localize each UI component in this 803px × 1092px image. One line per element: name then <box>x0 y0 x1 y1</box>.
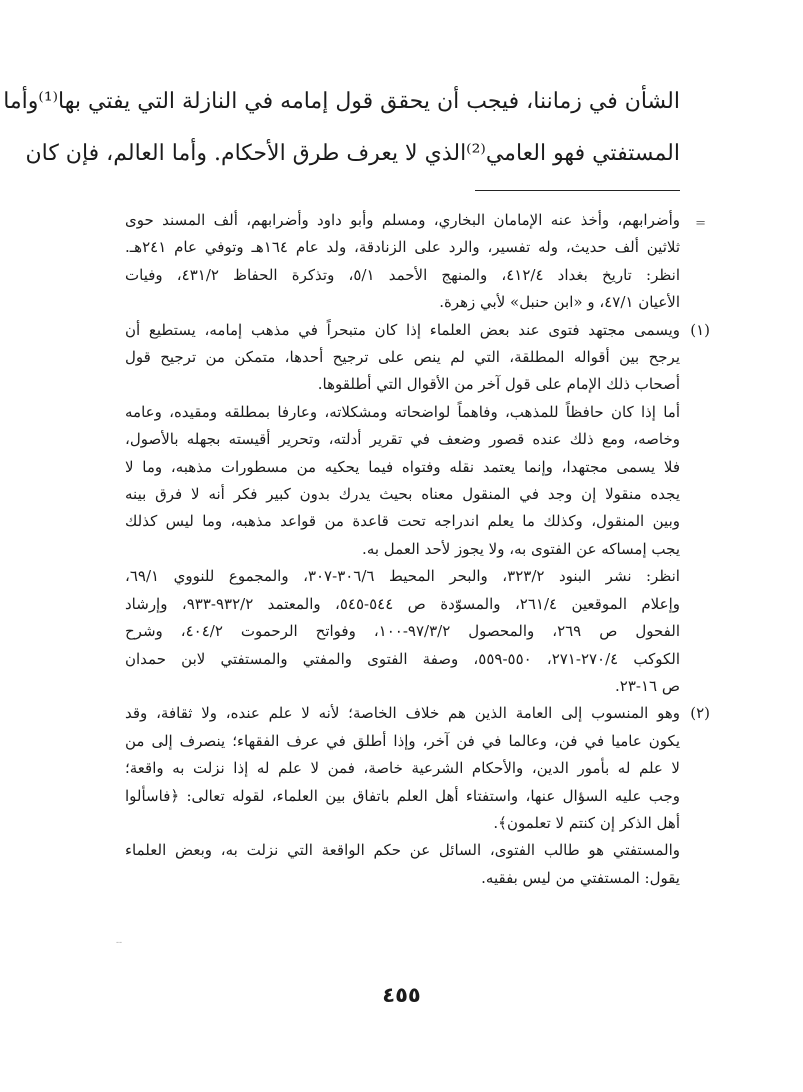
footnote-line: انظر: نشر البنود ٣٢٣/٢، والبحر المحيط ٣٠٦/٦-٣٠٧، والمجموع للنووي ٦٩/١، <box>125 567 680 586</box>
page-number: ٤٥٥ <box>382 983 421 1007</box>
footnote-line: والمستفتي هو طالب الفتوى، السائل عن حكم الواقعة التي نزلت به، وبعض العلماء <box>125 841 680 860</box>
footnote-line: يجده منقولا إن وجد في المنقول معناه بحيث يدرك بدون كبير فكر أنه لا فرق بينه <box>125 485 680 504</box>
footnote-line: فلا يسمى مجتهدا، وإنما يعتمد نقله وفتواه فيما يحكيه من مسطورات مذهبه، وما لا <box>125 457 680 476</box>
footnote-line: يجب إمساكه عن الفتوى به، ولا يجوز لأحد العمل به. <box>362 539 680 558</box>
footnote-line: وجب عليه السؤال عنها، واستفتاء أهل العلم باتفاق بين العلماء، لقوله تعالى: ﴿فاسألوا <box>125 786 680 805</box>
footnote-1 <box>125 317 710 701</box>
footnote-line: ثلاثين ألف حديث، وله تفسير، والرد على الزنادقة، ولد عام ١٦٤هـ وتوفي عام ٢٤١هـ. <box>125 238 680 257</box>
main-body-text <box>3 76 680 180</box>
footnote-line: الكوكب ٢٧٠/٤-٢٧١، ٥٥٠-٥٥٩، وصفة الفتوى والمفتي والمستفتي لابن حمدان <box>125 649 681 668</box>
footnote-line: لا علم له بأمور الدين، والأحكام الشرعية خاصة، فمن لا علم له إذا نزلت به واقعة؛ <box>125 759 680 778</box>
footnote-marker: (١) <box>690 320 710 339</box>
footnote-line: وهو المنسوب إلى العامة الذين هم خلاف الخاصة؛ لأنه لا علم عنده، ولا ثقافة، وقد <box>125 704 680 723</box>
footnote-continuation <box>125 207 706 317</box>
footnote-line: وبين المنقول، وكذلك ما يعلم اندراجه تحت قاعدة من قواعد مذهبه، وما ليس كذلك <box>125 512 680 531</box>
footnote-line: ويسمى مجتهد فتوى عند بعض العلماء إذا كان متبحراً في مذهب إمامه، يستطيع أن <box>125 320 680 339</box>
footnote-line: يكون عاميا في فن، وعالما في فن آخر، وإذا أطلق في عرف الفقهاء؛ ينصرف إلى من <box>125 731 680 750</box>
footnote-2 <box>125 700 710 892</box>
footnote-line: انظر: تاريخ بغداد ٤١٢/٤، والمنهج الأحمد ٥/١، وتذكرة الحفاظ ٤٣١/٢، وفيات <box>125 265 680 284</box>
footnote-line: وإعلام الموقعين ٢٦١/٤، والمسوّدة ص ٥٤٤-٥٤٥، والمعتمد ٩٣٢/٢-٩٣٣، وإرشاد <box>125 594 680 613</box>
main-text-line: الشأن في زماننا، فيجب أن يحقق قول إمامه في النازلة التي يفتي بها⁽¹⁾وأما <box>3 89 680 114</box>
footnote-line: أهل الذكر إن كنتم لا تعلمون﴾. <box>493 813 680 832</box>
footnote-line: ص ١٦-٢٣. <box>614 676 680 695</box>
stray-mark: -- <box>116 938 123 948</box>
footnote-separator <box>475 190 680 191</box>
footnote-line: يرجح بين أقواله المطلقة، التي لم ينص على ترجيح أحدها، متمكن من ترجيح قول <box>125 348 680 367</box>
footnote-line: وأضرابهم، وأخذ عنه الإمامان البخاري، ومسلم وأبو داود وأضرابهم، ألف المسند حوى <box>125 211 680 229</box>
footnote-line: يقول: المستفتي من ليس بفقيه. <box>481 868 680 887</box>
footnote-marker: (٢) <box>690 704 710 723</box>
footnotes-section <box>125 207 710 892</box>
footnote-line: وخاصه، ومع ذلك عنده قصور وضعف في تقرير أدلته، وتحرير أقيسته بجهله بالأصول، <box>125 430 680 449</box>
footnote-line: أما إذا كان حافظاً للمذهب، وفاهماً لواضحاته ومشكلاته، وعارفا بمطلقه ومقيده، وعامه <box>125 402 680 421</box>
footnote-line: أصحاب ذلك الإمام على قول آخر من الأقوال التي أطلقوها. <box>317 375 680 394</box>
main-text-line: المستفتي فهو العامي⁽²⁾الذي لا يعرف طرق الأحكام. وأما العالم، فإن كان <box>25 141 680 166</box>
footnote-line: الأعيان ٤٧/١، و «ابن حنبل» لأبي زهرة. <box>439 293 680 312</box>
footnote-line: الفحول ص ٢٦٩، والمحصول ٩٧/٣/٢-١٠٠، وفواتح الرحموت ٤٠٤/٢، وشرح <box>125 622 680 641</box>
continuation-marker: = <box>695 216 706 231</box>
